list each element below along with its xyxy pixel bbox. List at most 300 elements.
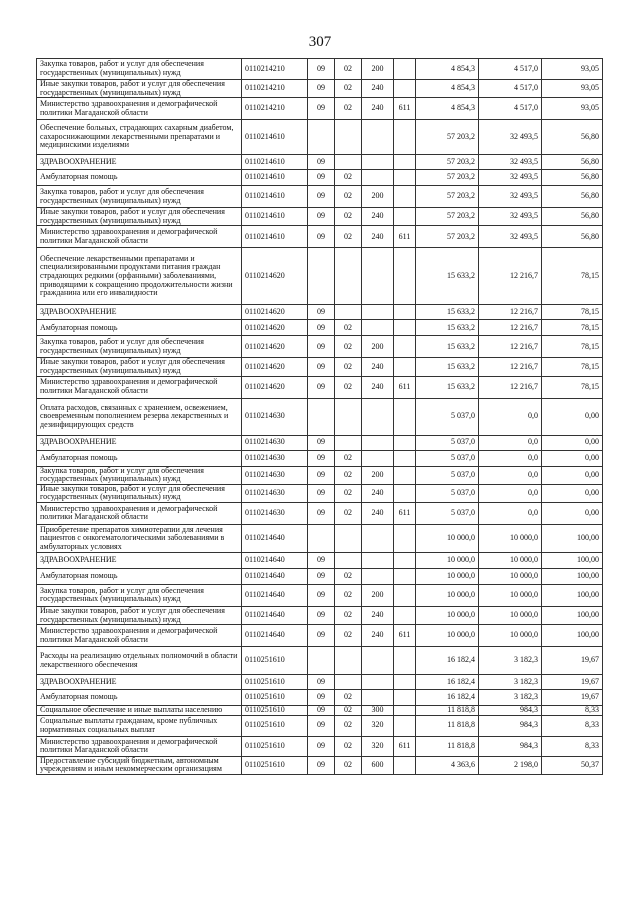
row-percent-cell: 100,00	[542, 552, 603, 568]
row-section-cell	[308, 398, 335, 435]
row-plan-cell: 5 037,0	[416, 450, 479, 466]
row-name-cell: Амбулаторная помощь	[37, 450, 242, 466]
row-section-cell: 09	[308, 715, 335, 736]
row-percent-cell: 93,05	[542, 80, 603, 98]
row-subsection-cell: 02	[335, 170, 362, 186]
row-subsection-cell: 02	[335, 358, 362, 376]
table-row	[37, 715, 603, 736]
row-plan-cell: 57 203,2	[416, 186, 479, 208]
row-plan-cell: 15 633,2	[416, 376, 479, 398]
row-code-cell: 0110251610	[242, 647, 308, 675]
row-expense-type-cell	[362, 155, 394, 170]
row-code-cell: 0110214620	[242, 358, 308, 376]
table-row	[37, 552, 603, 568]
row-code-cell: 0110214610	[242, 226, 308, 248]
row-admin-cell	[394, 552, 416, 568]
row-percent-cell: 100,00	[542, 606, 603, 624]
row-executed-cell: 0,0	[479, 398, 542, 435]
row-plan-cell: 5 037,0	[416, 484, 479, 502]
row-percent-cell: 56,80	[542, 120, 603, 155]
row-plan-cell: 10 000,0	[416, 606, 479, 624]
row-subsection-cell: 02	[335, 320, 362, 336]
row-name-cell: Министерство здравоохранения и демографической политики Магаданской области	[37, 98, 242, 120]
row-code-cell: 0110214620	[242, 336, 308, 358]
row-admin-cell	[394, 675, 416, 690]
row-expense-type-cell: 240	[362, 376, 394, 398]
row-section-cell: 09	[308, 675, 335, 690]
row-name-cell: Расходы на реализацию отдельных полномочий в области лекарственного обеспечения	[37, 647, 242, 675]
row-section-cell: 09	[308, 435, 335, 450]
row-expense-type-cell	[362, 305, 394, 320]
row-section-cell: 09	[308, 756, 335, 774]
table-row	[37, 376, 603, 398]
table-row	[37, 647, 603, 675]
row-expense-type-cell	[362, 690, 394, 706]
row-admin-cell: 611	[394, 226, 416, 248]
row-subsection-cell: 02	[335, 484, 362, 502]
row-plan-cell: 11 818,8	[416, 706, 479, 716]
row-name-cell: Министерство здравоохранения и демографической политики Магаданской области	[37, 376, 242, 398]
row-expense-type-cell: 200	[362, 59, 394, 80]
row-name-cell: ЗДРАВООХРАНЕНИЕ	[37, 675, 242, 690]
row-percent-cell: 0,00	[542, 502, 603, 524]
row-code-cell: 0110251610	[242, 690, 308, 706]
row-section-cell: 09	[308, 170, 335, 186]
row-section-cell: 09	[308, 155, 335, 170]
row-executed-cell: 4 517,0	[479, 80, 542, 98]
row-expense-type-cell	[362, 524, 394, 552]
row-name-cell: ЗДРАВООХРАНЕНИЕ	[37, 155, 242, 170]
row-percent-cell: 78,15	[542, 336, 603, 358]
row-executed-cell: 4 517,0	[479, 59, 542, 80]
row-plan-cell: 11 818,8	[416, 736, 479, 756]
row-percent-cell: 56,80	[542, 226, 603, 248]
row-section-cell: 09	[308, 320, 335, 336]
row-subsection-cell: 02	[335, 690, 362, 706]
row-subsection-cell: 02	[335, 59, 362, 80]
table-row	[37, 59, 603, 80]
row-code-cell: 0110214620	[242, 376, 308, 398]
row-section-cell: 09	[308, 59, 335, 80]
row-expense-type-cell: 240	[362, 98, 394, 120]
row-subsection-cell: 02	[335, 706, 362, 716]
row-section-cell: 09	[308, 736, 335, 756]
table-row	[37, 155, 603, 170]
row-expense-type-cell	[362, 398, 394, 435]
row-executed-cell: 10 000,0	[479, 625, 542, 647]
row-executed-cell: 32 493,5	[479, 120, 542, 155]
row-section-cell	[308, 248, 335, 305]
row-expense-type-cell	[362, 435, 394, 450]
row-executed-cell: 32 493,5	[479, 208, 542, 226]
row-percent-cell: 19,67	[542, 675, 603, 690]
row-admin-cell	[394, 524, 416, 552]
row-code-cell: 0110214630	[242, 484, 308, 502]
row-section-cell: 09	[308, 584, 335, 606]
row-code-cell: 0110214610	[242, 155, 308, 170]
row-subsection-cell: 02	[335, 80, 362, 98]
row-admin-cell: 611	[394, 625, 416, 647]
row-admin-cell	[394, 484, 416, 502]
row-name-cell: Иные закупки товаров, работ и услуг для обеспечения государственных (муниципальных) нужд	[37, 606, 242, 624]
table-row	[37, 606, 603, 624]
row-section-cell	[308, 647, 335, 675]
row-plan-cell: 10 000,0	[416, 524, 479, 552]
row-code-cell: 0110251610	[242, 675, 308, 690]
table-row	[37, 484, 603, 502]
row-executed-cell: 3 182,3	[479, 690, 542, 706]
row-plan-cell: 4 854,3	[416, 80, 479, 98]
row-code-cell: 0110251610	[242, 715, 308, 736]
row-admin-cell	[394, 706, 416, 716]
row-admin-cell	[394, 320, 416, 336]
row-expense-type-cell: 240	[362, 80, 394, 98]
table-row	[37, 398, 603, 435]
row-name-cell: Предоставление субсидий бюджетным, автономным учреждениям и иным некоммерческим организациям	[37, 756, 242, 774]
row-subsection-cell: 02	[335, 756, 362, 774]
row-executed-cell: 12 216,7	[479, 320, 542, 336]
row-code-cell: 0110214620	[242, 305, 308, 320]
table-row	[37, 320, 603, 336]
row-expense-type-cell: 240	[362, 625, 394, 647]
row-percent-cell: 0,00	[542, 466, 603, 484]
table-row	[37, 675, 603, 690]
row-executed-cell: 984,3	[479, 715, 542, 736]
row-plan-cell: 11 818,8	[416, 715, 479, 736]
row-executed-cell: 984,3	[479, 706, 542, 716]
row-code-cell: 0110214610	[242, 208, 308, 226]
row-subsection-cell	[335, 647, 362, 675]
row-name-cell: Министерство здравоохранения и демографической политики Магаданской области	[37, 736, 242, 756]
row-percent-cell: 50,37	[542, 756, 603, 774]
row-name-cell: ЗДРАВООХРАНЕНИЕ	[37, 305, 242, 320]
row-code-cell: 0110214620	[242, 320, 308, 336]
row-percent-cell: 78,15	[542, 320, 603, 336]
row-executed-cell: 10 000,0	[479, 606, 542, 624]
row-executed-cell: 12 216,7	[479, 305, 542, 320]
table-row	[37, 756, 603, 774]
row-admin-cell	[394, 647, 416, 675]
table-row	[37, 208, 603, 226]
row-section-cell: 09	[308, 502, 335, 524]
row-subsection-cell	[335, 435, 362, 450]
row-percent-cell: 56,80	[542, 155, 603, 170]
row-plan-cell: 57 203,2	[416, 170, 479, 186]
row-section-cell: 09	[308, 690, 335, 706]
row-name-cell: Оплата расходов, связанных с хранением, освежением, своевременным пополнением резерва лекарственных и дезинфицирующих средств	[37, 398, 242, 435]
row-expense-type-cell: 600	[362, 756, 394, 774]
row-section-cell: 09	[308, 706, 335, 716]
row-code-cell: 0110251610	[242, 756, 308, 774]
row-executed-cell: 32 493,5	[479, 186, 542, 208]
row-executed-cell: 4 517,0	[479, 98, 542, 120]
row-plan-cell: 5 037,0	[416, 502, 479, 524]
table-row	[37, 568, 603, 584]
table-row	[37, 690, 603, 706]
table-row	[37, 358, 603, 376]
row-percent-cell: 100,00	[542, 568, 603, 584]
row-executed-cell: 32 493,5	[479, 170, 542, 186]
row-subsection-cell: 02	[335, 606, 362, 624]
row-percent-cell: 0,00	[542, 484, 603, 502]
row-plan-cell: 10 000,0	[416, 584, 479, 606]
row-admin-cell	[394, 208, 416, 226]
row-subsection-cell: 02	[335, 336, 362, 358]
row-name-cell: Закупка товаров, работ и услуг для обеспечения государственных (муниципальных) нужд	[37, 466, 242, 484]
row-section-cell: 09	[308, 466, 335, 484]
row-admin-cell: 611	[394, 98, 416, 120]
row-name-cell: Закупка товаров, работ и услуг для обеспечения государственных (муниципальных) нужд	[37, 584, 242, 606]
row-subsection-cell	[335, 524, 362, 552]
row-percent-cell: 0,00	[542, 398, 603, 435]
row-percent-cell: 93,05	[542, 59, 603, 80]
row-admin-cell	[394, 450, 416, 466]
row-section-cell: 09	[308, 568, 335, 584]
row-plan-cell: 57 203,2	[416, 208, 479, 226]
row-name-cell: Закупка товаров, работ и услуг для обеспечения государственных (муниципальных) нужд	[37, 59, 242, 80]
row-executed-cell: 32 493,5	[479, 226, 542, 248]
table-row	[37, 584, 603, 606]
row-admin-cell	[394, 186, 416, 208]
row-plan-cell: 5 037,0	[416, 398, 479, 435]
row-executed-cell: 0,0	[479, 466, 542, 484]
row-subsection-cell: 02	[335, 450, 362, 466]
row-admin-cell	[394, 80, 416, 98]
row-subsection-cell: 02	[335, 376, 362, 398]
table-row	[37, 170, 603, 186]
row-percent-cell: 19,67	[542, 690, 603, 706]
row-name-cell: Иные закупки товаров, работ и услуг для обеспечения государственных (муниципальных) нужд	[37, 80, 242, 98]
row-expense-type-cell: 240	[362, 484, 394, 502]
row-percent-cell: 78,15	[542, 358, 603, 376]
row-section-cell: 09	[308, 226, 335, 248]
row-plan-cell: 16 182,4	[416, 675, 479, 690]
table-row	[37, 524, 603, 552]
row-subsection-cell	[335, 675, 362, 690]
row-admin-cell	[394, 120, 416, 155]
row-expense-type-cell: 300	[362, 706, 394, 716]
row-executed-cell: 2 198,0	[479, 756, 542, 774]
row-executed-cell: 3 182,3	[479, 675, 542, 690]
row-admin-cell	[394, 305, 416, 320]
row-subsection-cell	[335, 155, 362, 170]
row-section-cell: 09	[308, 208, 335, 226]
row-expense-type-cell	[362, 552, 394, 568]
row-code-cell: 0110214610	[242, 120, 308, 155]
row-plan-cell: 15 633,2	[416, 358, 479, 376]
row-code-cell: 0110214640	[242, 524, 308, 552]
row-plan-cell: 57 203,2	[416, 120, 479, 155]
row-expense-type-cell	[362, 170, 394, 186]
table-row	[37, 98, 603, 120]
row-code-cell: 0110214640	[242, 568, 308, 584]
row-subsection-cell: 02	[335, 584, 362, 606]
row-plan-cell: 15 633,2	[416, 248, 479, 305]
row-name-cell: Социальные выплаты гражданам, кроме публичных нормативных социальных выплат	[37, 715, 242, 736]
row-percent-cell: 0,00	[542, 435, 603, 450]
row-admin-cell	[394, 606, 416, 624]
row-code-cell: 0110214210	[242, 80, 308, 98]
row-code-cell: 0110214640	[242, 625, 308, 647]
row-expense-type-cell: 320	[362, 715, 394, 736]
row-percent-cell: 93,05	[542, 98, 603, 120]
row-expense-type-cell: 240	[362, 226, 394, 248]
row-name-cell: Приобретение препаратов химиотерапии для лечения пациентов с онкогематологическими заболеваниями в амбулаторных условиях	[37, 524, 242, 552]
table-row	[37, 226, 603, 248]
row-plan-cell: 15 633,2	[416, 336, 479, 358]
row-expense-type-cell	[362, 450, 394, 466]
table-row	[37, 80, 603, 98]
row-name-cell: Социальное обеспечение и иные выплаты населению	[37, 706, 242, 716]
row-percent-cell: 0,00	[542, 450, 603, 466]
row-subsection-cell	[335, 398, 362, 435]
row-plan-cell: 10 000,0	[416, 552, 479, 568]
row-expense-type-cell: 240	[362, 502, 394, 524]
row-name-cell: Иные закупки товаров, работ и услуг для обеспечения государственных (муниципальных) нужд	[37, 484, 242, 502]
row-expense-type-cell	[362, 320, 394, 336]
row-name-cell: Иные закупки товаров, работ и услуг для обеспечения государственных (муниципальных) нужд	[37, 358, 242, 376]
row-plan-cell: 4 854,3	[416, 59, 479, 80]
row-admin-cell: 611	[394, 502, 416, 524]
row-executed-cell: 32 493,5	[479, 155, 542, 170]
budget-execution-table	[36, 58, 603, 775]
row-subsection-cell: 02	[335, 186, 362, 208]
row-name-cell: Амбулаторная помощь	[37, 690, 242, 706]
row-code-cell: 0110214640	[242, 552, 308, 568]
table-row	[37, 736, 603, 756]
row-percent-cell: 56,80	[542, 170, 603, 186]
row-section-cell: 09	[308, 98, 335, 120]
row-admin-cell	[394, 155, 416, 170]
row-plan-cell: 15 633,2	[416, 320, 479, 336]
row-code-cell: 0110214610	[242, 170, 308, 186]
row-section-cell: 09	[308, 80, 335, 98]
row-section-cell: 09	[308, 484, 335, 502]
row-code-cell: 0110214630	[242, 466, 308, 484]
row-admin-cell: 611	[394, 736, 416, 756]
row-subsection-cell	[335, 120, 362, 155]
row-name-cell: Министерство здравоохранения и демографической политики Магаданской области	[37, 625, 242, 647]
row-subsection-cell	[335, 552, 362, 568]
row-name-cell: Закупка товаров, работ и услуг для обеспечения государственных (муниципальных) нужд	[37, 186, 242, 208]
row-plan-cell: 16 182,4	[416, 690, 479, 706]
row-executed-cell: 0,0	[479, 435, 542, 450]
row-percent-cell: 19,67	[542, 647, 603, 675]
table-row	[37, 305, 603, 320]
row-expense-type-cell	[362, 568, 394, 584]
row-code-cell: 0110214620	[242, 248, 308, 305]
table-row	[37, 120, 603, 155]
row-name-cell: Иные закупки товаров, работ и услуг для обеспечения государственных (муниципальных) нужд	[37, 208, 242, 226]
row-admin-cell	[394, 398, 416, 435]
row-admin-cell	[394, 435, 416, 450]
row-executed-cell: 12 216,7	[479, 336, 542, 358]
row-name-cell: Амбулаторная помощь	[37, 568, 242, 584]
row-admin-cell	[394, 336, 416, 358]
row-percent-cell: 100,00	[542, 584, 603, 606]
row-plan-cell: 5 037,0	[416, 435, 479, 450]
row-percent-cell: 100,00	[542, 524, 603, 552]
row-executed-cell: 984,3	[479, 736, 542, 756]
row-executed-cell: 12 216,7	[479, 248, 542, 305]
row-subsection-cell: 02	[335, 502, 362, 524]
row-code-cell: 0110251610	[242, 706, 308, 716]
row-admin-cell	[394, 715, 416, 736]
row-executed-cell: 12 216,7	[479, 358, 542, 376]
row-code-cell: 0110214210	[242, 59, 308, 80]
row-section-cell: 09	[308, 376, 335, 398]
row-subsection-cell: 02	[335, 98, 362, 120]
row-expense-type-cell: 200	[362, 584, 394, 606]
row-admin-cell	[394, 756, 416, 774]
row-subsection-cell: 02	[335, 736, 362, 756]
row-plan-cell: 5 037,0	[416, 466, 479, 484]
table-row	[37, 625, 603, 647]
row-code-cell: 0110251610	[242, 736, 308, 756]
table-row	[37, 466, 603, 484]
row-name-cell: Закупка товаров, работ и услуг для обеспечения государственных (муниципальных) нужд	[37, 336, 242, 358]
row-plan-cell: 10 000,0	[416, 625, 479, 647]
row-percent-cell: 8,33	[542, 736, 603, 756]
row-plan-cell: 57 203,2	[416, 226, 479, 248]
row-subsection-cell: 02	[335, 625, 362, 647]
row-percent-cell: 78,15	[542, 305, 603, 320]
row-executed-cell: 3 182,3	[479, 647, 542, 675]
table-row	[37, 248, 603, 305]
row-percent-cell: 56,80	[542, 208, 603, 226]
row-expense-type-cell: 200	[362, 466, 394, 484]
row-code-cell: 0110214640	[242, 606, 308, 624]
row-executed-cell: 10 000,0	[479, 552, 542, 568]
row-expense-type-cell: 320	[362, 736, 394, 756]
row-plan-cell: 57 203,2	[416, 155, 479, 170]
row-expense-type-cell: 200	[362, 336, 394, 358]
row-section-cell: 09	[308, 305, 335, 320]
row-admin-cell	[394, 584, 416, 606]
row-subsection-cell	[335, 248, 362, 305]
row-expense-type-cell: 240	[362, 208, 394, 226]
row-expense-type-cell: 200	[362, 186, 394, 208]
row-section-cell: 09	[308, 358, 335, 376]
row-code-cell: 0110214610	[242, 186, 308, 208]
row-admin-cell	[394, 170, 416, 186]
row-name-cell: Министерство здравоохранения и демографической политики Магаданской области	[37, 226, 242, 248]
row-percent-cell: 8,33	[542, 706, 603, 716]
row-percent-cell: 78,15	[542, 376, 603, 398]
row-name-cell: ЗДРАВООХРАНЕНИЕ	[37, 435, 242, 450]
row-name-cell: Обеспечение лекарственными препаратами и специализированными продуктами питания граждан страдающих редкими (орфанными) заболеваниями, приводящими к сокращению продолжительности жизни гражданина или его инвалидности	[37, 248, 242, 305]
row-section-cell	[308, 120, 335, 155]
row-expense-type-cell	[362, 675, 394, 690]
row-executed-cell: 10 000,0	[479, 584, 542, 606]
row-expense-type-cell: 240	[362, 358, 394, 376]
row-executed-cell: 0,0	[479, 450, 542, 466]
row-executed-cell: 0,0	[479, 484, 542, 502]
row-section-cell	[308, 524, 335, 552]
row-subsection-cell	[335, 305, 362, 320]
row-executed-cell: 12 216,7	[479, 376, 542, 398]
row-percent-cell: 56,80	[542, 186, 603, 208]
row-subsection-cell: 02	[335, 208, 362, 226]
row-admin-cell	[394, 466, 416, 484]
row-expense-type-cell	[362, 248, 394, 305]
row-name-cell: Амбулаторная помощь	[37, 170, 242, 186]
row-section-cell: 09	[308, 552, 335, 568]
row-name-cell: Обеспечение больных, страдающих сахарным диабетом, сахароснижающими лекарственными препаратами и медицинскими изделиями	[37, 120, 242, 155]
row-section-cell: 09	[308, 625, 335, 647]
page-number: 307	[308, 34, 332, 50]
row-executed-cell: 0,0	[479, 502, 542, 524]
